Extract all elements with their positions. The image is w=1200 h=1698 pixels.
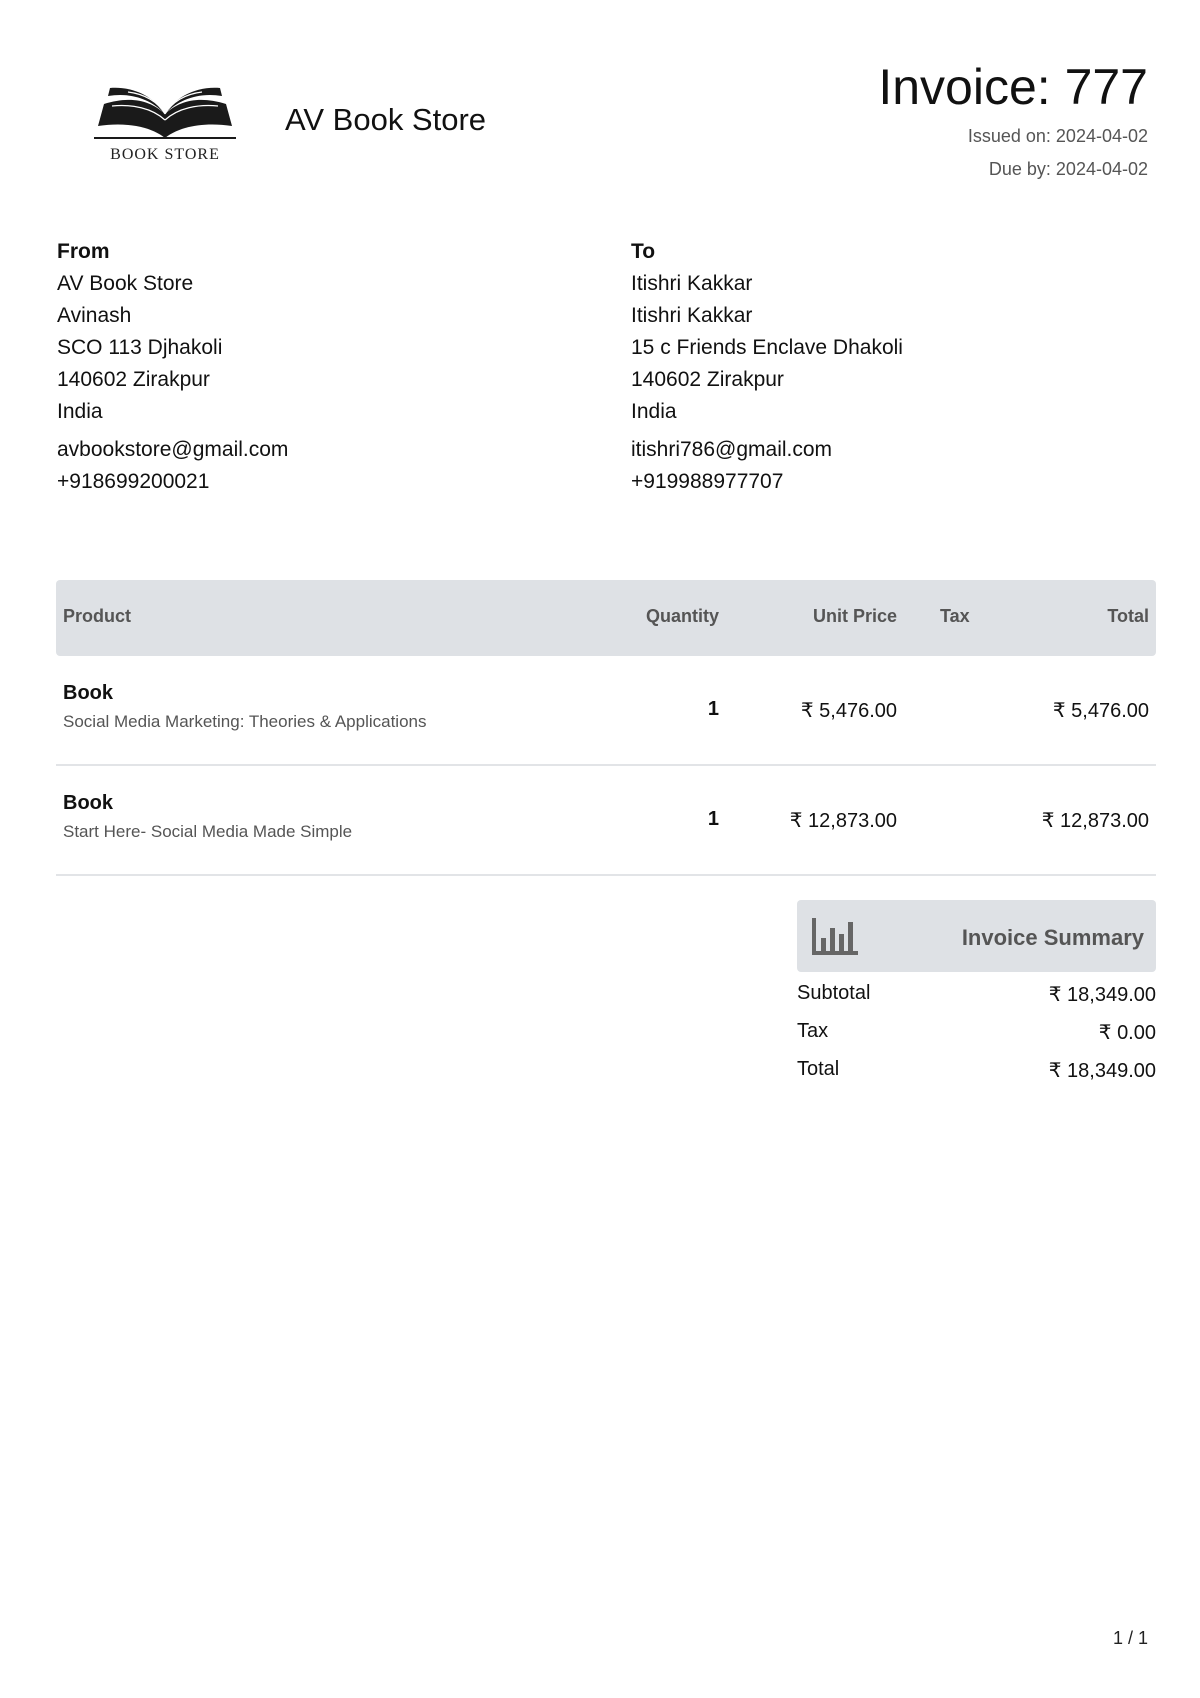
product-name: Book bbox=[63, 792, 113, 814]
header-quantity: Quantity bbox=[645, 606, 719, 626]
summary-tax-row bbox=[797, 1010, 1156, 1048]
store-logo bbox=[90, 78, 240, 168]
header-total: Total bbox=[1107, 606, 1149, 626]
from-street: SCO 113 Djhakoli bbox=[57, 336, 223, 359]
product-unit-price: ₹ 5,476.00 bbox=[800, 700, 897, 722]
product-description: Social Media Marketing: Theories & Applications bbox=[63, 712, 427, 731]
summary-header bbox=[797, 900, 1156, 972]
to-address-block bbox=[631, 236, 903, 498]
to-city: 140602 Zirakpur bbox=[631, 368, 784, 391]
page-number: 1 / 1 bbox=[1112, 1628, 1148, 1648]
from-email: avbookstore@gmail.com bbox=[57, 438, 289, 461]
total-value: ₹ 18,349.00 bbox=[1048, 1060, 1156, 1082]
invoice-summary bbox=[797, 900, 1156, 1086]
line-items-table bbox=[56, 580, 1156, 876]
to-email: itishri786@gmail.com bbox=[631, 438, 833, 461]
summary-total-row bbox=[797, 1048, 1156, 1086]
open-book-icon bbox=[90, 78, 240, 148]
to-contact-name: Itishri Kakkar bbox=[631, 304, 753, 327]
from-label: From bbox=[57, 240, 110, 263]
to-street: 15 c Friends Enclave Dhakoli bbox=[631, 336, 903, 359]
from-address-block bbox=[57, 236, 288, 498]
store-name: AV Book Store bbox=[285, 102, 487, 137]
header-product: Product bbox=[63, 606, 132, 626]
to-phone: +919988977707 bbox=[631, 470, 784, 493]
to-label: To bbox=[631, 240, 656, 263]
tax-label: Tax bbox=[797, 1020, 829, 1042]
from-company: AV Book Store bbox=[57, 272, 194, 295]
from-phone: +918699200021 bbox=[57, 470, 210, 493]
table-row bbox=[56, 766, 1156, 876]
to-company: Itishri Kakkar bbox=[631, 272, 753, 295]
table-header bbox=[56, 580, 1156, 656]
header-tax: Tax bbox=[940, 606, 970, 626]
bar-chart-icon bbox=[810, 918, 858, 956]
product-quantity: 1 bbox=[707, 808, 719, 830]
table-row bbox=[56, 656, 1156, 766]
issued-date: Issued on: 2024-04-02 bbox=[967, 126, 1148, 146]
logo-text: BOOK STORE bbox=[110, 146, 220, 163]
product-quantity: 1 bbox=[707, 698, 719, 720]
product-name: Book bbox=[63, 682, 113, 704]
invoice-title: Invoice: 777 bbox=[878, 59, 1148, 115]
total-label: Total bbox=[797, 1058, 840, 1080]
to-country: India bbox=[631, 400, 677, 423]
product-total: ₹ 12,873.00 bbox=[1041, 810, 1149, 832]
summary-title: Invoice Summary bbox=[961, 925, 1144, 950]
product-description: Start Here- Social Media Made Simple bbox=[63, 822, 353, 841]
from-contact-name: Avinash bbox=[57, 304, 132, 327]
product-total: ₹ 5,476.00 bbox=[1052, 700, 1149, 722]
subtotal-value: ₹ 18,349.00 bbox=[1048, 984, 1156, 1006]
product-unit-price: ₹ 12,873.00 bbox=[789, 810, 897, 832]
from-country: India bbox=[57, 400, 103, 423]
due-date: Due by: 2024-04-02 bbox=[988, 159, 1148, 179]
tax-value: ₹ 0.00 bbox=[1098, 1022, 1156, 1044]
from-city: 140602 Zirakpur bbox=[57, 368, 210, 391]
header-unit-price: Unit Price bbox=[812, 606, 897, 626]
summary-subtotal-row bbox=[797, 972, 1156, 1010]
subtotal-label: Subtotal bbox=[797, 982, 871, 1004]
